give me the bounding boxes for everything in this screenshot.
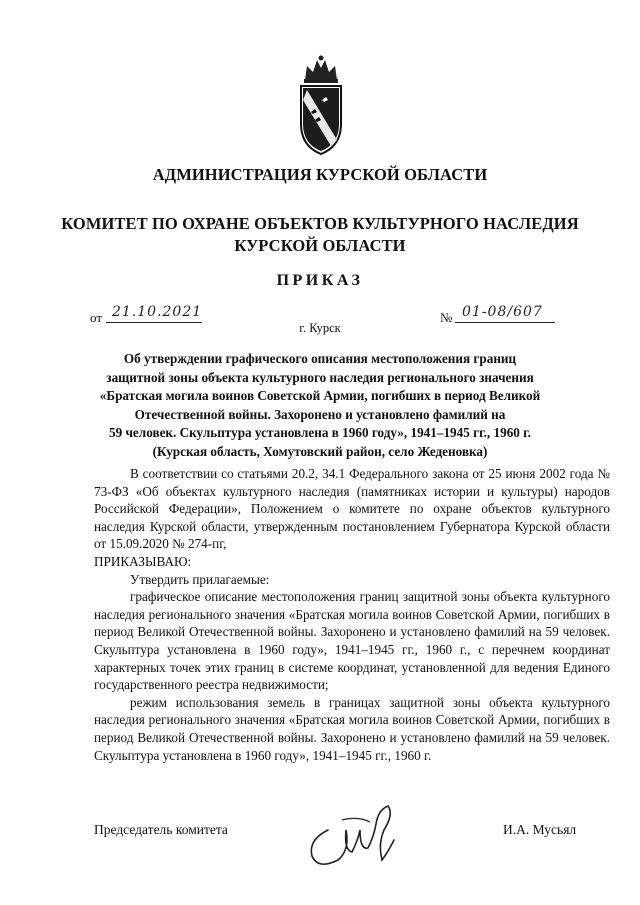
committee-title: [0, 213, 640, 257]
order-word: ПРИКАЗЫВАЮ:: [94, 553, 192, 569]
subject-line: Отечественной войны. Захоронено и установлено фамилий на: [134, 406, 506, 422]
order-subject: [70, 350, 570, 461]
subject-line: Об утверждении графического описания местоположения границ: [123, 351, 517, 366]
handwritten-date: 21.10.2021: [112, 304, 203, 320]
approve-paragraph: Утвердить прилагаемые:: [130, 571, 270, 587]
subject-line: 59 человек. Скульптура установлена в 1960 году», 1941–1945 гг., 1960 г.: [109, 425, 531, 440]
handwritten-number: 01-08/607: [462, 304, 543, 320]
signatory-position: Председатель комитета: [94, 822, 228, 837]
item-graphic-description: графическое описание местоположения границ защитной зоны объекта культурного наследия регионального значения «Братская могила воинов Советской Армии, погибших в период Великой Отечественной войны. Захоронено и установлено фамилий на 59 человек. Скульптура установлена в 1960 году», 1941–1945 гг., 1960 г., с перечнем координат характерных точек этих границ в системе координат, установленной для ведения Единого государственного реестра недвижимости;: [94, 589, 610, 693]
document-type: ПРИКАЗ: [276, 272, 364, 289]
signatory-name: И.А. Мусьял: [503, 822, 577, 837]
handwritten-signature: [298, 800, 418, 875]
subject-line: «Братская могила воинов Советской Армии, погибших в период Великой: [99, 388, 541, 403]
item-land-use-regime: режим использования земель в границах защитной зоны объекта культурного наследия регионального значения «Братская могила воинов Советской Армии, погибших в период Великой Отечественной войны. Захоронено и установлено фамилий на 59 человек. Скульптура установлена в 1960 году», 1941–1945 гг., 1960 г.: [94, 694, 610, 763]
committee-title-line2: КУРСКОЙ ОБЛАСТИ: [234, 236, 406, 255]
committee-title-line1: КОМИТЕТ ПО ОХРАНЕ ОБЪЕКТОВ КУЛЬТУРНОГО НАСЛЕДИЯ: [61, 214, 579, 233]
subject-line: (Курская область, Хомутовский район, село Жеденовка): [152, 443, 488, 459]
from-label: от: [90, 310, 103, 325]
number-label: №: [440, 310, 453, 325]
coat-of-arms-emblem: [297, 54, 345, 158]
order-body: [94, 465, 610, 764]
subject-line: защитной зоны объекта культурного наследия регионального значения: [106, 369, 534, 385]
city-label: г. Курск: [299, 321, 341, 335]
administration-title: АДМИНИСТРАЦИЯ КУРСКОЙ ОБЛАСТИ: [152, 165, 488, 184]
preamble-paragraph: В соответствии со статьями 20.2, 34.1 Федерального закона от 25 июня 2002 года № 73-ФЗ «Об объектах культурного наследия (памятниках истории и культуры) народов Российской Федерации», Положением о комитете по охране объектов культурного наследия Курской области, утвержденным постановлением Губернатора Курской области от 15.09.2020 № 274-пг,: [94, 466, 610, 552]
